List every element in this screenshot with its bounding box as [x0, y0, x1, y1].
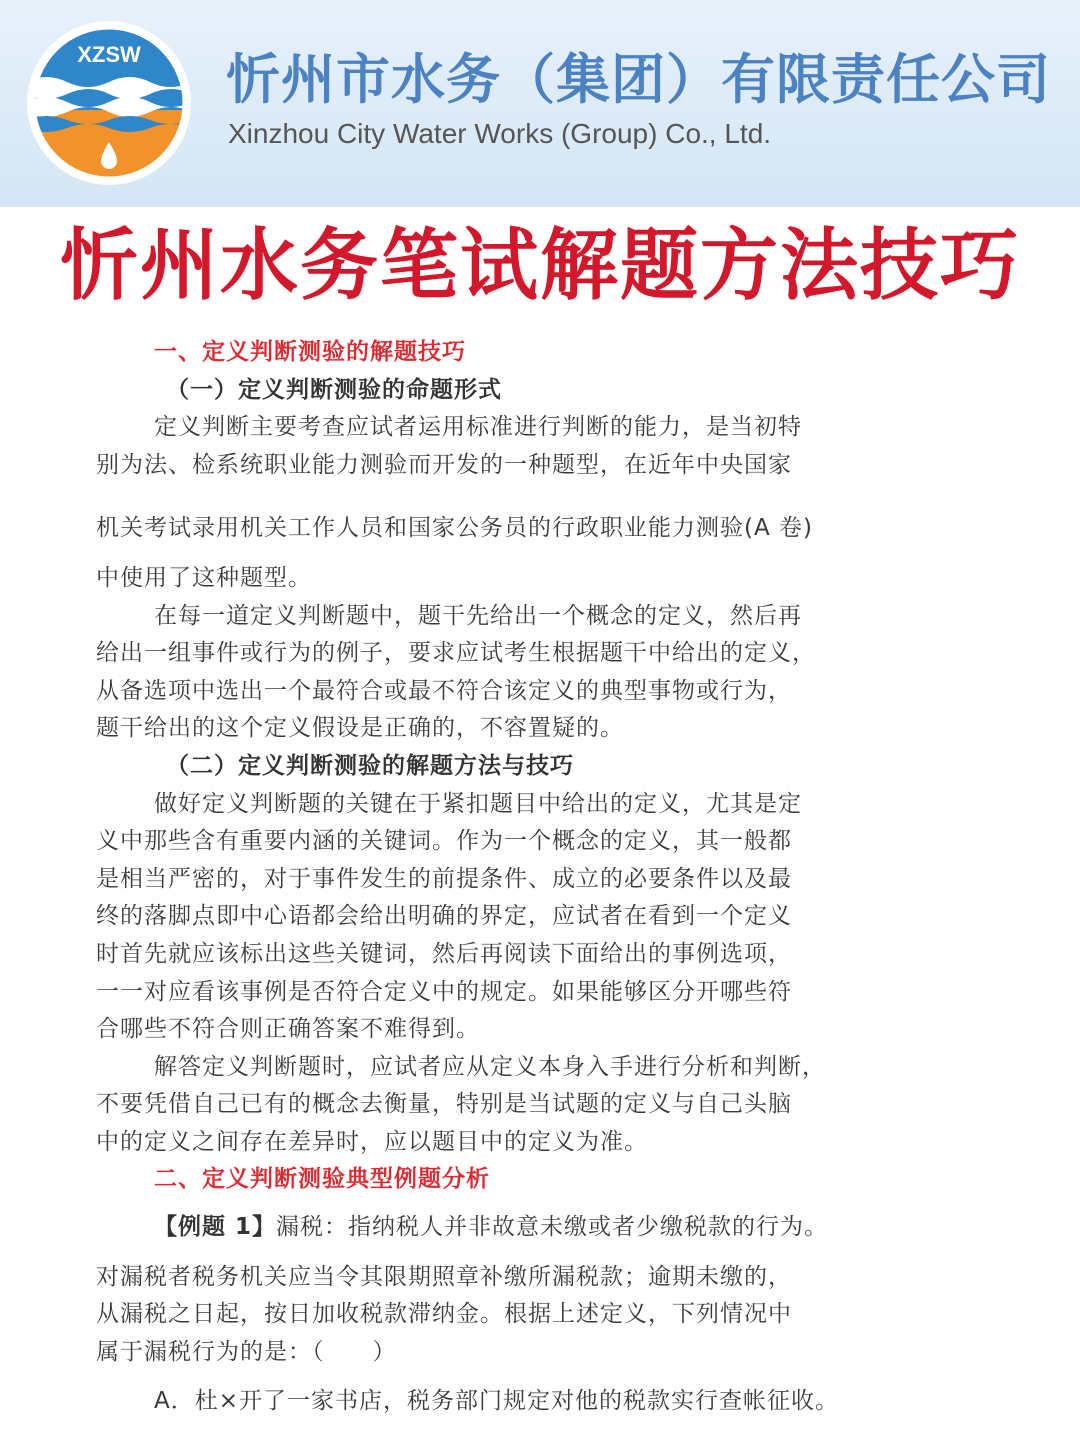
- paragraph-line: 在每一道定义判断题中，题干先给出一个概念的定义，然后再: [154, 602, 802, 629]
- company-name-cn: 忻州市水务（集团）有限责任公司: [226, 48, 1051, 111]
- example-text: 漏税：指纳税人并非故意未缴或者少缴税款的行为。: [276, 1214, 829, 1241]
- subsection-1-heading: （一）定义判断测验的命题形式: [166, 376, 502, 403]
- paragraph-line: 合哪些不符合则正确答案不难得到。: [96, 1016, 480, 1043]
- paragraph-line: 从漏税之日起，按日加收税款滞纳金。根据上述定义，下列情况中: [96, 1301, 792, 1328]
- section-1-heading: 一、定义判断测验的解题技巧: [154, 339, 466, 365]
- paragraph-line: 题干给出的这个定义假设是正确的，不容置疑的。: [96, 715, 624, 742]
- company-logo: [26, 20, 192, 186]
- paragraph-line: 中使用了这种题型。: [96, 564, 312, 591]
- page-title: 忻州水务笔试解题方法技巧: [59, 221, 1020, 311]
- subsection-2-heading: （二）定义判断测验的解题方法与技巧: [166, 752, 574, 779]
- example-label: 【例题 1】: [154, 1214, 277, 1241]
- section-2-heading: 二、定义判断测验典型例题分析: [154, 1166, 490, 1193]
- paragraph-line: 是相当严密的，对于事件发生的前提条件、成立的必要条件以及最: [96, 865, 792, 892]
- paragraph-line: 中的定义之间存在差异时，应以题目中的定义为准。: [96, 1128, 648, 1155]
- paragraph-line: 属于漏税行为的是：（ ）: [96, 1338, 397, 1365]
- paragraph-line: 做好定义判断题的关键在于紧扣题目中给出的定义，尤其是定: [154, 790, 802, 817]
- paragraph-line: 对漏税者税务机关应当令其限期照章补缴所漏税款；逾期未缴的，: [96, 1263, 792, 1290]
- paragraph-line: 终的落脚点即中心语都会给出明确的界定，应试者在看到一个定义: [96, 903, 792, 930]
- header-banner: [0, 0, 1080, 207]
- document-body: [96, 334, 956, 1421]
- example-question-line: [96, 1209, 956, 1247]
- logo-text: XZSW: [77, 42, 141, 67]
- paragraph-line: 时首先就应该标出这些关键词，然后再阅读下面给出的事例选项，: [96, 940, 792, 967]
- paragraph-line: 义中那些含有重要内涵的关键词。作为一个概念的定义，其一般都: [96, 828, 792, 855]
- paragraph-line: 别为法、检系统职业能力测验而开发的一种题型，在近年中央国家: [96, 451, 792, 478]
- company-name-en: Xinzhou City Water Works (Group) Co., Ltd.: [228, 118, 772, 149]
- paragraph-line: 给出一组事件或行为的例子，要求应试考生根据题干中给出的定义，: [96, 640, 816, 667]
- option-a: A．杜×开了一家书店，税务部门规定对他的税款实行查帐征收。: [154, 1388, 840, 1415]
- paragraph-line: 解答定义判断题时，应试者应从定义本身入手进行分析和判断，: [154, 1053, 826, 1080]
- paragraph-line: 定义判断主要考查应试者运用标准进行判断的能力，是当初特: [154, 414, 802, 441]
- paragraph-line: 一一对应看该事例是否符合定义中的规定。如果能够区分开哪些符: [96, 978, 792, 1005]
- paragraph-line: 不要凭借自己已有的概念去衡量，特别是当试题的定义与自己头脑: [96, 1091, 792, 1118]
- paragraph-line: 从备选项中选出一个最符合或最不符合该定义的典型事物或行为，: [96, 677, 792, 704]
- paragraph-line: 机关考试录用机关工作人员和国家公务员的行政职业能力测验(A 卷): [96, 515, 813, 542]
